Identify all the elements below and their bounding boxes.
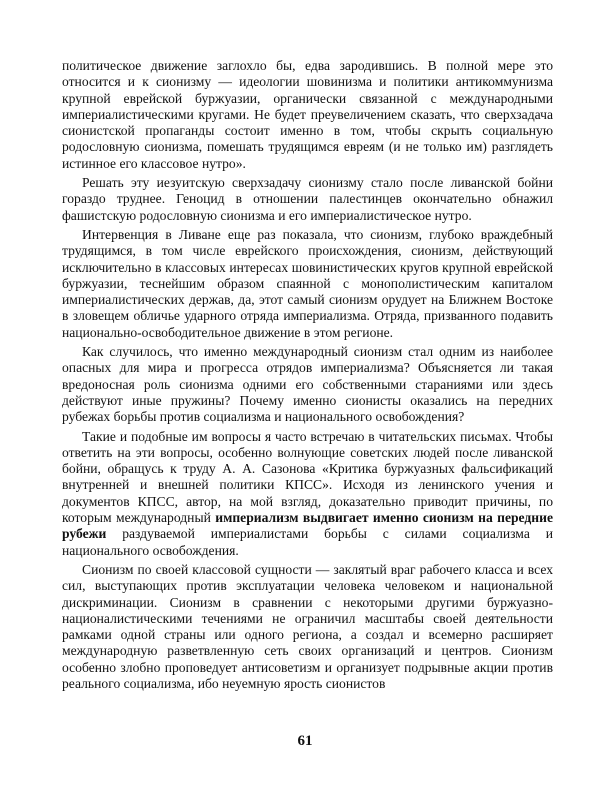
paragraph-4: Как случилось, что именно международный сионизм стал одним из наиболее опасных для мира и прогресса отрядов империализма? Объясняется ли такая вредоносная роль сионизма одними его собственными стараниями или здесь действуют иные пружины? Почему именно сионисты оказались на передних рубежах борьбы против социализма и национального освобождения? bbox=[62, 344, 553, 425]
page-body-text bbox=[62, 58, 553, 798]
paragraph-3: Интервенция в Ливане еще раз показала, что сионизм, глубоко враждебный трудящимся, в том числе еврейского происхождения, сионизм, действующий исключительно в классовых интересах шовинистических кругов крупной еврейской буржуазии, теснейшим образом спаянной с монополистическим капиталом империалистических держав, да, этот самый сионизм орудует на Ближнем Востоке в зловещем обличье ударного отряда империализма. Отряда, призванного подавить национально-освободительное движение в этом регионе. bbox=[62, 226, 553, 340]
paragraph-6: Сионизм по своей классовой сущности — заклятый враг рабочего класса и всех сил, выступающих против эксплуатации человека человеком и национальной дискриминации. Сионизм в сравнении с некоторыми другими буржуазно-националистическими течениями не ограничил масштабы своей деятельности рамками одной страны или одного региона, а создал и всемерно расширяет международную разветвленную сеть своих организаций и центров. Сионизм особенно злобно проповедует антисоветизм и организует подрывные акции против реального социализма, ибо неуемную ярость сионистов bbox=[62, 561, 553, 691]
paragraph-5 bbox=[62, 429, 553, 559]
paragraph-5-bold-phrase: империализм выдвигает именно сионизм на передние рубежи bbox=[62, 510, 553, 542]
page-number: 61 bbox=[297, 733, 313, 749]
paragraph-5-text-start: Такие и подобные им вопросы я часто встречаю в читательских письмах. Чтобы ответить на эти вопросы, особенно волнующие советских людей после ливанской бойни, обращусь к труду А. А. Сазонова «Критика буржуазных фальсификаций внутренней и внешней политики КПСС». Исходя из ленинского учения и документов КПСС, автор, на мой взгляд, доказательно приводит причины, по которым международный bbox=[62, 428, 553, 526]
paragraph-1: политическое движение заглохло бы, едва зародившись. В полной мере это относится и к сионизму — идеологии шовинизма и политики антикоммунизма крупной еврейской буржуазии, органически связанной с международными империалистическими кругами. Не будет преувеличением сказать, что сверхзадача сионистской пропаганды состоит именно в том, чтобы скрыть социальную родословную сионизма, помешать трудящимся евреям (и не только им) разглядеть истинное его классовое нутро». bbox=[62, 58, 553, 171]
paragraph-5-text-end: раздуваемой империалистами борьбы с силами социализма и национального освобождения. bbox=[62, 526, 553, 558]
paragraph-2: Решать эту иезуитскую сверхзадачу сионизму стало после ливанской бойни гораздо труднее. Геноцид в отношении палестинцев окончательно обнажил фашистскую родословную сионизма и его империалистическое нутро. bbox=[62, 175, 553, 223]
